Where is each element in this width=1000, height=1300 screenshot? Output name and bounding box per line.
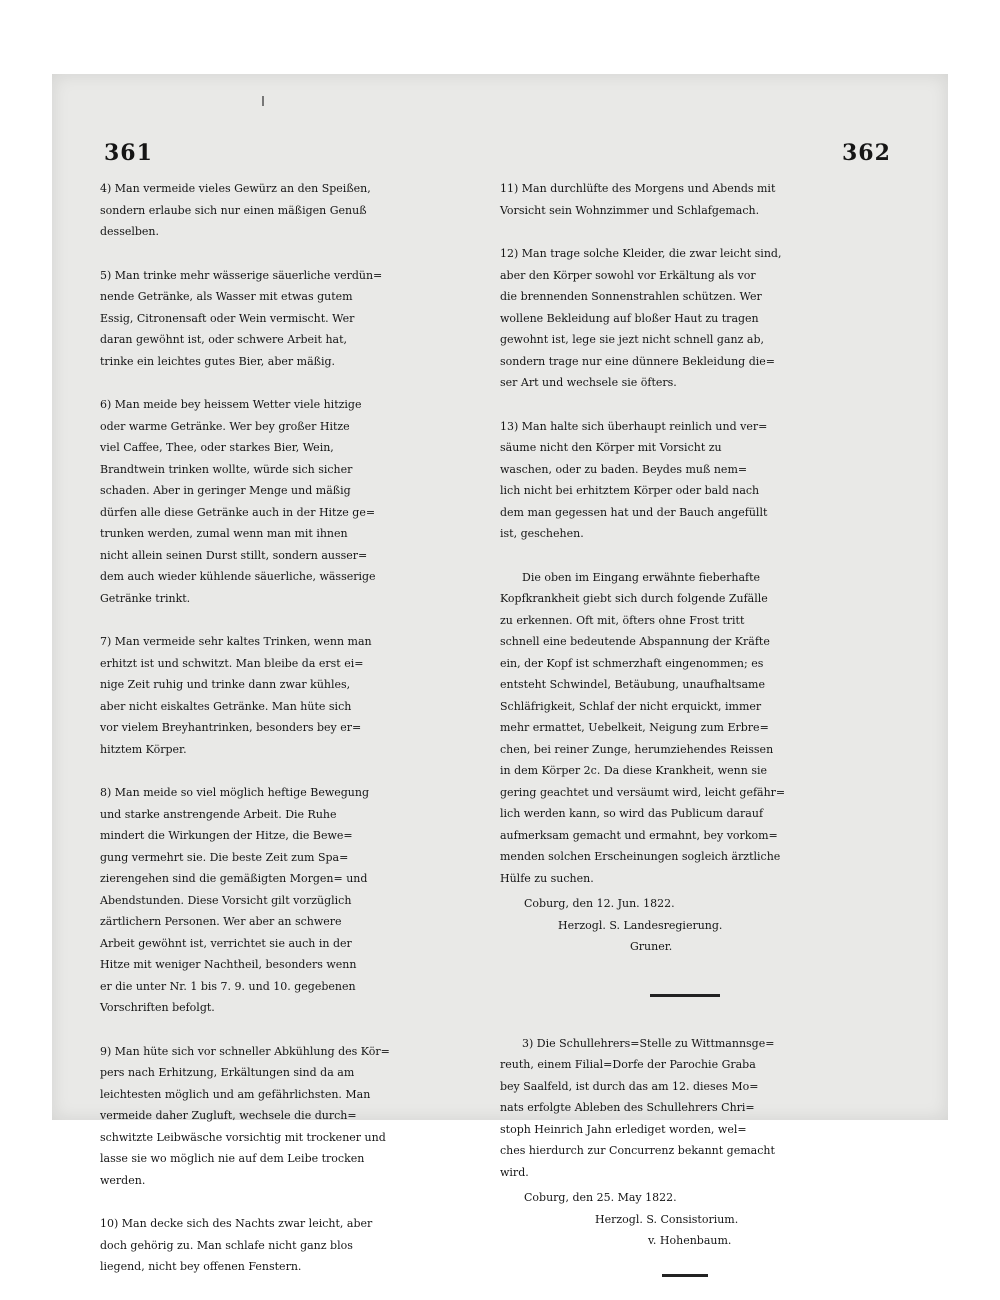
ink-speck <box>262 96 264 106</box>
text-line: entsteht Schwindel, Betäubung, unaufhaltsame <box>500 678 765 691</box>
text-line: werden. <box>100 1173 146 1187</box>
signature-place-date: Coburg, den 12. Jun. 1822. <box>524 897 675 910</box>
right-column <box>500 178 880 1277</box>
text-line: 7) Man vermeide sehr kaltes Trinken, wenn man <box>100 635 372 648</box>
text-line: oder warme Getränke. Wer bey großer Hitze <box>100 419 350 433</box>
text-line: aber den Körper sowohl vor Erkältung als vor <box>500 268 756 282</box>
text-line: aufmerksam gemacht und ermahnt, bey vorkom= <box>500 828 778 842</box>
text-line: Brandtwein trinken wollte, würde sich sicher <box>100 462 353 476</box>
text-line: in dem Körper 2c. Da diese Krankheit, wenn sie <box>500 764 768 777</box>
text-line: zu erkennen. Oft mit, öfters ohne Frost tritt <box>500 613 745 627</box>
text-line: Abendstunden. Diese Vorsicht gilt vorzüglich <box>100 893 352 907</box>
text-line: 11) Man durchlüfte des Morgens und Abends mit <box>500 182 776 195</box>
text-line: reuth, einem Filial=Dorfe der Parochie Graba <box>500 1058 756 1071</box>
text-line: dem auch wieder kühlende säuerliche, wässerige <box>100 570 376 583</box>
text-line: chen, bei reiner Zunge, herumziehendes Reissen <box>500 742 774 756</box>
text-line: doch gehörig zu. Man schlafe nicht ganz blos <box>100 1238 353 1252</box>
text-line: leichtesten möglich und am gefährlichsten. Man <box>100 1087 371 1101</box>
text-line: trunken werden, zumal wenn man mit ihnen <box>100 527 348 540</box>
text-line: 5) Man trinke mehr wässerige säuerliche verdün= <box>100 268 383 282</box>
text-line: ser Art und wechsele sie öfters. <box>500 376 677 389</box>
text-line: ein, der Kopf ist schmerzhaft eingenommen; es <box>500 656 764 670</box>
text-line: 6) Man meide bey heissem Wetter viele hitzige <box>100 398 362 411</box>
text-line: ist, geschehen. <box>500 527 584 540</box>
text-line: nende Getränke, als Wasser mit etwas gutem <box>100 290 353 303</box>
text-line: gewohnt ist, lege sie jezt nicht schnell ganz ab, <box>500 333 764 346</box>
paragraph <box>100 782 482 1019</box>
signature-name: Gruner. <box>630 940 673 953</box>
text-line: sondern trage nur eine dünnere Bekleidung die= <box>500 354 775 368</box>
text-line: lich werden kann, so wird das Publicum darauf <box>500 807 764 820</box>
signature-authority: Herzogl. S. Consistorium. <box>595 1212 739 1226</box>
text-line: Hülfe zu suchen. <box>500 871 594 885</box>
text-line: vermeide daher Zugluft, wechsele die durch= <box>100 1109 357 1122</box>
text-line: trinke ein leichtes gutes Bier, aber mäßig. <box>100 354 336 368</box>
text-line: schwitzte Leibwäsche vorsichtig mit trockener und <box>100 1130 386 1144</box>
paragraph <box>100 178 482 243</box>
signature-authority: Herzogl. S. Landesregierung. <box>558 918 723 932</box>
text-line: nats erfolgte Ableben des Schullehrers Chri= <box>500 1101 755 1114</box>
notice-paragraph <box>500 1033 880 1184</box>
text-line: Vorschriften befolgt. <box>100 1001 215 1014</box>
text-line: die brennenden Sonnenstrahlen schützen. Wer <box>500 290 762 303</box>
text-line: daran gewöhnt ist, oder schwere Arbeit hat, <box>100 333 348 346</box>
paragraph <box>100 265 482 373</box>
signature-place-date: Coburg, den 25. May 1822. <box>524 1191 677 1204</box>
paragraph <box>100 394 482 609</box>
text-line: Kopfkrankheit giebt sich durch folgende Zufälle <box>500 592 768 605</box>
text-line: gering geachtet und versäumt wird, leicht gefähr= <box>500 785 786 799</box>
text-line: Die oben im Eingang erwähnte fieberhafte <box>522 570 761 584</box>
paragraph <box>500 178 880 221</box>
text-line: wird. <box>500 1165 529 1179</box>
page-number-right: 362 <box>842 140 891 166</box>
text-line: Hitze mit weniger Nachtheil, besonders wenn <box>100 958 357 971</box>
text-line: zierengehen sind die gemäßigten Morgen= und <box>100 872 368 885</box>
text-line: 9) Man hüte sich vor schneller Abkühlung des Kör= <box>100 1044 390 1058</box>
text-line: lasse sie wo möglich nie auf dem Leibe trocken <box>100 1152 365 1165</box>
text-line: liegend, nicht bey offenen Fenstern. <box>100 1260 302 1273</box>
text-line: pers nach Erhitzung, Erkältungen sind da am <box>100 1066 355 1079</box>
text-line: säume nicht den Körper mit Vorsicht zu <box>500 441 722 454</box>
text-line: Arbeit gewöhnt ist, verrichtet sie auch in der <box>100 936 352 950</box>
text-line: erhitzt ist und schwitzt. Man bleibe da erst ei= <box>100 656 364 670</box>
text-line: er die unter Nr. 1 bis 7. 9. und 10. gegebenen <box>100 979 356 993</box>
paragraph <box>100 631 482 760</box>
page-number-left: 361 <box>104 140 153 166</box>
text-line: bey Saalfeld, ist durch das am 12. dieses Mo= <box>500 1079 759 1093</box>
text-line: Schläfrigkeit, Schlaf der nicht erquickt, immer <box>500 699 762 713</box>
text-line: schnell eine bedeutende Abspannung der Kräfte <box>500 635 770 648</box>
text-line: aber nicht eiskaltes Getränke. Man hüte sich <box>100 699 352 713</box>
text-line: mindert die Wirkungen der Hitze, die Bewe= <box>100 829 353 842</box>
paragraph <box>100 1213 482 1278</box>
signature-block-2 <box>500 1187 880 1252</box>
text-line: dem man gegessen hat und der Bauch angefüllt <box>500 505 768 519</box>
text-line: 8) Man meide so viel möglich heftige Bewegung <box>100 786 370 799</box>
paragraph <box>500 567 880 890</box>
text-line: 3) Die Schullehrers=Stelle zu Wittmannsge= <box>522 1036 775 1050</box>
text-line: waschen, oder zu baden. Beydes muß nem= <box>500 462 748 476</box>
text-line: lich nicht bei erhitztem Körper oder bald nach <box>500 484 760 497</box>
text-line: wollene Bekleidung auf bloßer Haut zu tragen <box>500 311 759 325</box>
signature-block-1 <box>500 893 880 958</box>
left-column <box>100 178 482 1300</box>
paragraph <box>500 243 880 394</box>
text-line: dürfen alle diese Getränke auch in der Hitze ge= <box>100 505 376 519</box>
text-line: zärtlichern Personen. Wer aber an schwere <box>100 915 342 928</box>
paragraph <box>500 416 880 545</box>
text-line: stoph Heinrich Jahn erlediget worden, wel= <box>500 1122 747 1136</box>
text-line: vor vielem Breyhantrinken, besonders bey er= <box>100 721 362 734</box>
text-line: viel Caffee, Thee, oder starkes Bier, Wein, <box>100 441 334 454</box>
text-line: nige Zeit ruhig und trinke dann zwar kühles, <box>100 678 351 691</box>
text-line: gung vermehrt sie. Die beste Zeit zum Spa= <box>100 850 349 864</box>
text-line: ches hierdurch zur Concurrenz bekannt gemacht <box>500 1144 775 1157</box>
paragraph <box>100 1041 482 1192</box>
text-line: 10) Man decke sich des Nachts zwar leicht, aber <box>100 1217 373 1230</box>
text-line: desselben. <box>100 225 160 238</box>
text-line: Essig, Citronensaft oder Wein vermischt. Wer <box>100 311 355 325</box>
text-line: 12) Man trage solche Kleider, die zwar leicht sind, <box>500 247 782 260</box>
text-line: 4) Man vermeide vieles Gewürz an den Speißen, <box>100 182 371 195</box>
text-line: menden solchen Erscheinungen sogleich ärztliche <box>500 850 781 863</box>
text-line: schaden. Aber in geringer Menge und mäßig <box>100 484 351 497</box>
text-line: 13) Man halte sich überhaupt reinlich und ver= <box>500 419 768 433</box>
text-line: und starke anstrengende Arbeit. Die Ruhe <box>100 807 337 821</box>
text-line: Vorsicht sein Wohnzimmer und Schlafgemach. <box>500 203 760 217</box>
end-divider <box>662 1274 708 1277</box>
section-divider <box>650 994 720 997</box>
text-line: mehr ermattet, Uebelkeit, Neigung zum Erbre= <box>500 721 769 734</box>
text-line: nicht allein seinen Durst stillt, sondern ausser= <box>100 548 368 562</box>
text-line: hitztem Körper. <box>100 742 187 756</box>
text-line: Getränke trinkt. <box>100 591 191 605</box>
signature-name: v. Hohenbaum. <box>648 1234 732 1247</box>
text-line: sondern erlaube sich nur einen mäßigen Genuß <box>100 203 367 217</box>
